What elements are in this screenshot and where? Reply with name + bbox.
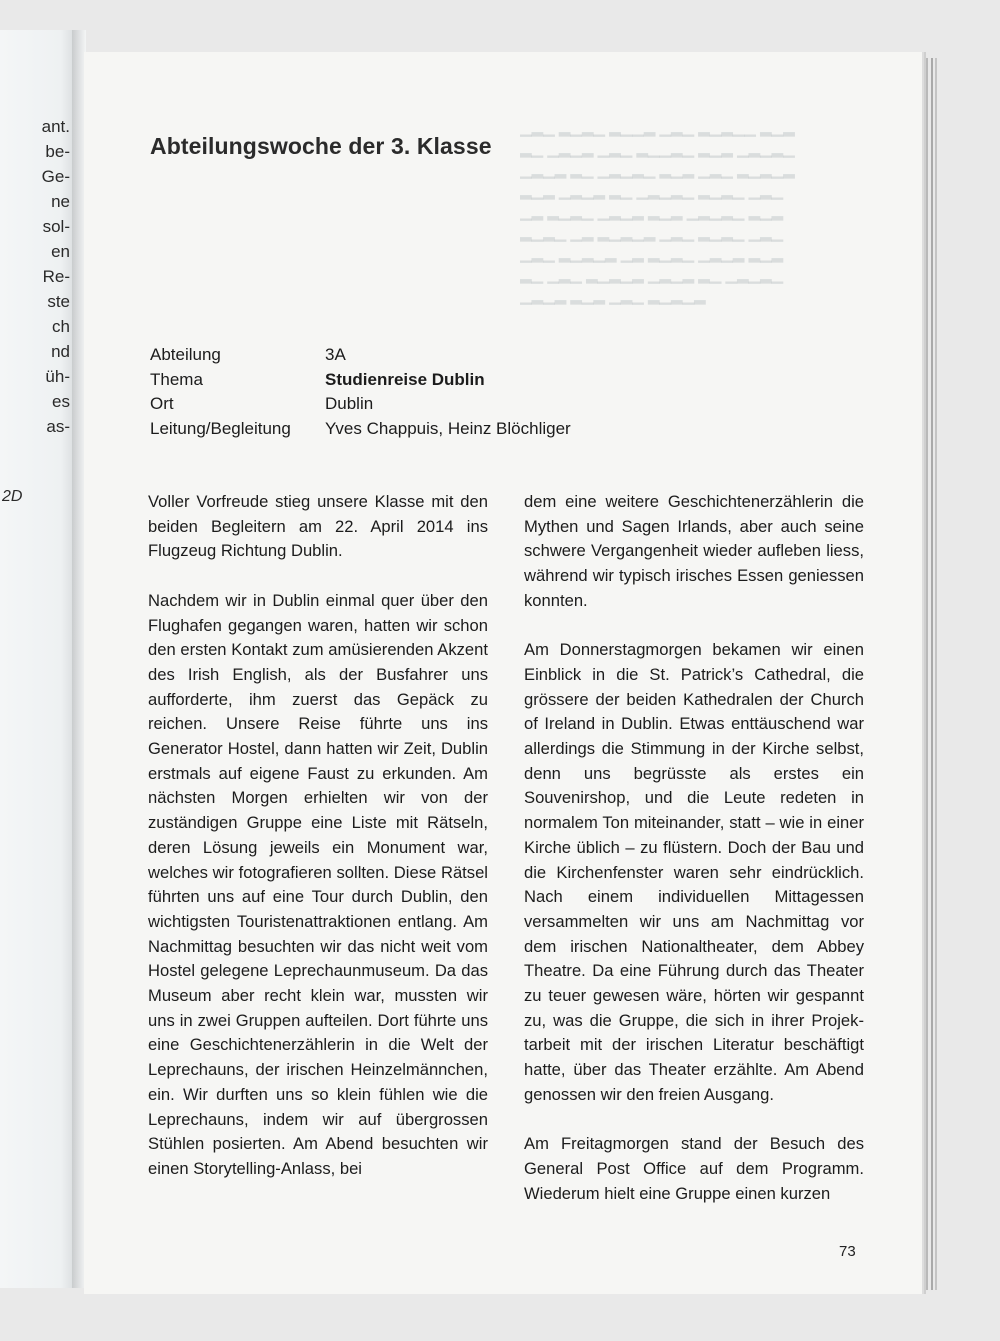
paragraph: Am Donnerstagmorgen bekamen wir einen Einblick in die St. Patrick’s Cathedral, die grössere der beiden Kathedralen der Church of Ireland in Dublin. Etwas enttäuschend war allerdings die Stimmung in der Kirche selbst, denn uns begrüsste als erstes ein Souvenirshop, und die Leute redeten in normalem Ton miteinander, statt – wie in einer Kirche üblich – zu flüstern. Doch der Bau und die Kirchenfenster waren sehr eindrücklich. Nach einem individuellen Mittagessen versammelten wir uns am Nachmittag vor dem irischen Nationaltheater, dem Abbey Theatre. Da eine Führung durch das Theater zu teuer gewesen wäre, hörten wir gespannt zu, was die Gruppe, die sich in ihrer Projektarbeit mit der irischen Literatur beschäftigt hatte, über das Theater erzählte. Am Abend genossen wir den freien Ausgang. [524,640,864,1104]
left-page-fragment: ne [51,192,70,211]
left-page-fragment: as- [46,417,70,436]
left-page-fragment: sol- [42,217,70,236]
left-page-fragment: Ge- [41,167,70,186]
left-page-fragment: ant. [41,117,70,136]
info-label: Abteilung [150,345,221,364]
left-page-fragment: ste [47,292,70,311]
info-value: Studienreise Dublin [325,369,485,389]
text-column-right [524,490,864,1206]
show-through-texture: ▁▂▁ ▂▁▂▁ ▂▁▁▂ ▁▂▁ ▂▁▂▁▁ ▂▁▂ ▂▁ ▁▂▁▂ ▁▂▁ ▂▁▁▂▁ ▂▁▂ ▁▂▁▂▁ ▁▂▁▂ ▂▁ ▁▂▁▂▁ ▂▁▂ ▁▂▁ ▂▁▂▁▂ ▂▁▂ ▁▂▁▂ ▂▁ ▁▂▁▂▁ ▂▁▂▁ ▁▂▁ ▁▂ ▂▁▂▁ ▁▂▁▂ ▂▁▂ ▁▂▁▂▁ ▂▁▂ ▂▁▂▁ ▁▂ ▂▁▂▁▂ ▁▂▁ ▂▁▂▁ ▁▂▁ ▁▂▁ ▂▁▂▁▂ ▁▂ ▂▁▂▁ ▁▂▁▂ ▂▁▂ ▂▁ ▁▂▁ ▂▁▂▁▂ ▁▂▁▂ ▂▁ ▁▂▁▂▁ ▁▂▁▂ ▂▁▂ ▁▂▁ ▂▁▂▁▂ [520,120,795,305]
page-number: 73 [839,1243,856,1260]
page-edge [935,58,937,1290]
paragraph: Nachdem wir in Dublin einmal quer über den Flughafen gegangen waren, hatten wir schon den ersten Kontakt zum amüsierenden Akzent des Irish English, als der Busfahrer uns aufforderte, ihm zuerst das Gepäck zu reichen. Unsere Reise führte uns ins Generator Hostel, dann hatten wir Zeit, Dublin erstmals auf eigene Faust zu erkunden. Am nächsten Morgen erhielten wir von der zuständigen Gruppe eine Liste mit Rätseln, deren Lösung jeweils ein Monument war, welches wir fotografieren sollten. Diese Rätsel führten uns auf eine Tour durch Dublin, den wichtigsten Touristenattraktionen entlang. Am Nachmittag besuchten wir das nicht weit vom Hostel gelegene Leprechaunmuseum. Da das Museum aber recht klein war, mussten wir uns in zwei Gruppen aufteilen. Dort führte uns eine Geschichtenerzählerin in die Welt der Leprechauns, der irischen Heinzelmännchen, ein. Wir durften uns so klein fühlen wie die Leprechauns, indem wir auf übergrossen Stühlen posierten. Am Abend besuchten wir einen Storytelling-Anlass, bei [148,590,488,1178]
left-page-fragment: be- [45,142,70,161]
left-page-fragment: Re- [42,267,70,286]
info-value: 3A [325,345,346,364]
page-edge [926,58,928,1290]
info-value: Yves Chappuis, Heinz Blöchliger [325,418,571,438]
paragraph: dem eine weitere Geschichtenerzählerin die Mythen und Sagen Irlands, aber auch seine schwere Vergangenheit wieder aufleben liess, während wir typisch irisches Essen geniessen konnten. [524,492,864,610]
text-column-left [148,490,488,1182]
info-label: Leitung/Begleitung [150,418,291,438]
paragraph: Am Freitagmorgen stand der Besuch des General Post Office auf dem Programm. Wiederum hielt eine Gruppe einen kurzen [524,1134,864,1203]
article-title: Abteilungswoche der 3. Klasse [150,133,492,160]
left-page [0,30,76,1288]
left-page-fragment: üh- [45,367,70,386]
info-label: Ort [150,394,174,413]
info-label: Thema [150,369,203,389]
paragraph: Voller Vorfreude stieg unsere Klasse mit den beiden Begleitern am 22. April 2014 ins Flugzeug Richtung Dublin. [148,492,488,561]
left-page-fragment: 2D [2,488,23,505]
left-page-fragment: en [51,242,70,261]
info-value: Dublin [325,394,374,413]
page-edge [931,58,933,1290]
left-page-fragment: ch [52,317,70,336]
left-page-fragment: es [52,392,70,411]
left-page-fragment: nd [51,342,70,361]
